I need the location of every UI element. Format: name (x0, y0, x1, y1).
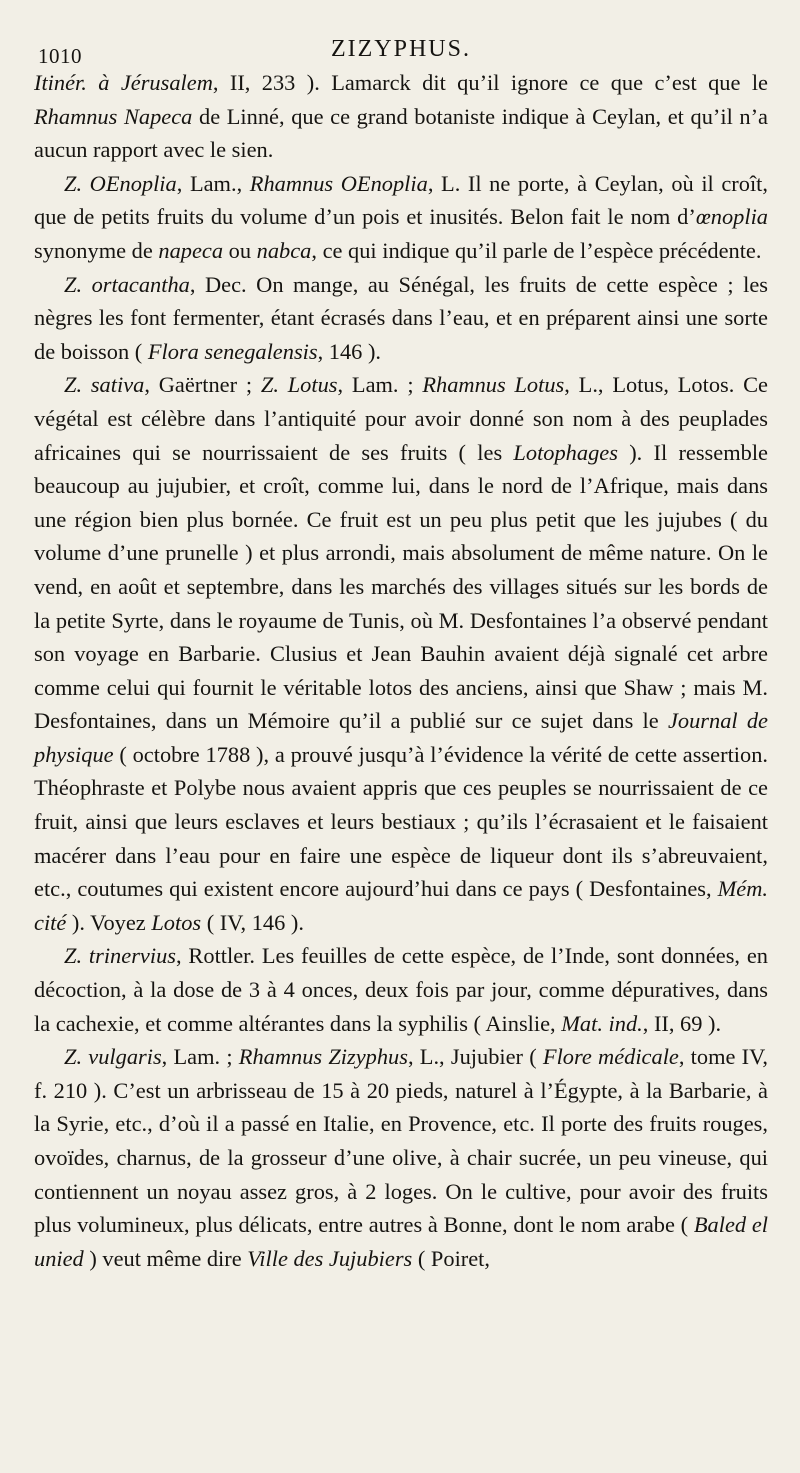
text-run: , Gaërtner ; (144, 372, 261, 398)
page-number: 1010 (38, 44, 82, 68)
text-run: , Rottler. Les feuilles de cette espèce, de l’Inde, sont données, en décoction, à la dose de 3 à 4 onces, deux fois par jour, comme dépuratives, dans la cachexie, et comme altérantes dans la syphilis ( Ainslie, (34, 943, 768, 1036)
italic-run: Z. sativa (64, 372, 145, 398)
italic-run: œnoplia (695, 204, 768, 230)
text-run: ). Voyez (66, 909, 152, 935)
text-run: , II, 233 ). Lamarck dit qu’il ignore ce que c’est que le (212, 70, 768, 95)
italic-run: Rhamnus OEnoplia (249, 170, 428, 196)
text-run: ). Il ressemble beaucoup au jujubier, et croît, comme lui, dans le nord de l’Afrique, mais dans une région bien plus bornée. Ce fruit est un peu plus petit que les jujubes ( du volume d’une prunelle ) et plus arrondi, mais absolument de même nature. On le vend, en août et septembre, dans les marchés des villages situés sur les bords de la petite Syrte, dans le royaume de Tunis, où M. Desfontaines l’a observé pendant son voyage en Barbarie. Clusius et Jean Bauhin avaient déjà signalé cet arbre comme celui qui fournit le véritable lotos des anciens, ainsi que Shaw ; mais M. Desfontaines, dans un Mémoire qu’il a publié sur ce sujet dans le (34, 439, 768, 734)
italic-run: Z. ortacantha (64, 271, 190, 297)
text-run: ( octobre 1788 ), a prouvé jusqu’à l’évidence la vérité de cette assertion. Théophraste et Polybe nous avaient appris que ces peuples se nourrissaient de ce fruit, ainsi que leurs esclaves et leurs bestiaux ; qu’ils l’écrasaient et le faisaient macérer dans l’eau pour en faire une espèce de liqueur dont ils s’abreuvaient, etc., coutumes qui existent encore aujourd’hui dans ce pays ( Desfontaines, (34, 741, 768, 902)
italic-run: Z. OEnoplia (64, 170, 177, 196)
text-run: , Lam. ; (161, 1044, 239, 1070)
text-run: , II, 69 ). (642, 1010, 722, 1036)
text-run: ( Poiret, (412, 1245, 490, 1271)
paragraph (34, 167, 768, 268)
text-run: ou (223, 237, 257, 263)
text-run: de Linné, que ce grand botaniste indique à Ceylan, et qu’il n’a aucun rapport avec le sien. (34, 103, 769, 163)
text-run: , L. Il ne porte, à Ceylan, où il croît, que de petits fruits du volume d’un pois et inusités. Belon fait le nom d’ (34, 170, 768, 230)
italic-run: Lotos (151, 909, 202, 935)
page-header (34, 34, 768, 68)
paragraph (34, 66, 768, 167)
italic-run: Flore médicale (542, 1044, 679, 1070)
text-run: , tome IV, f. 210 ). C’est un arbrisseau de 15 à 20 pieds, naturel à l’Égypte, à la Barbarie, à la Syrie, etc., d’où il a passé en Italie, en Provence, etc. Il porte des fruits rouges, ovoïdes, charnus, de la grosseur d’une olive, à chair sucrée, un peu vineuse, qui contiennent un noyau assez gros, à 2 loges. On le cultive, pour avoir des fruits plus volumineux, plus délicats, entre autres à Bonne, dont le nom arabe ( (34, 1044, 768, 1238)
body-text (34, 66, 768, 1275)
italic-run: napeca (158, 237, 224, 263)
italic-run: Z. vulgaris (64, 1044, 162, 1070)
text-run: , L., Lotus, Lotos. Ce végétal est célèbre dans l’antiquité pour avoir donné son nom à des peuplades africaines qui se nourrissaient de ses fruits ( les (34, 372, 768, 465)
text-run: , 146 ). (317, 338, 382, 364)
italic-run: Baled el unied (34, 1212, 768, 1271)
italic-run: Rhamnus Zizyphus (238, 1044, 408, 1070)
italic-run: Mat. ind. (561, 1010, 643, 1036)
running-head: ZIZYPHUS. (330, 36, 471, 62)
italic-run: Flora senegalensis (147, 338, 318, 364)
italic-run: Rhamnus Lotus (422, 372, 565, 398)
italic-run: Z. Lotus (260, 372, 338, 398)
italic-run: Rhamnus Napeca (34, 103, 193, 129)
italic-run: Ville des Jujubiers (247, 1245, 413, 1271)
paragraph (34, 1040, 768, 1275)
text-run: synonyme de (34, 237, 159, 263)
italic-run: Lotophages (513, 439, 618, 465)
text-run: , ce qui indique qu’il parle de l’espèce précédente. (311, 237, 762, 263)
text-run: , Dec. On mange, au Sénégal, les fruits de cette espèce ; les nègres les font fermenter, étant écrasés dans l’eau, et en préparent ainsi une sorte de boisson ( (34, 271, 768, 364)
italic-run: nabca (256, 237, 312, 263)
paragraph (34, 268, 768, 369)
paragraph (34, 368, 768, 939)
italic-run: Mém. cité (34, 876, 768, 935)
text-run: ( IV, 146 ). (201, 909, 304, 935)
text-run: , Lam. ; (337, 372, 423, 398)
italic-run: Itinér. à Jérusalem (34, 70, 213, 95)
text-run: , L., Jujubier ( (407, 1044, 543, 1070)
text-run: ) veut même dire (83, 1245, 248, 1271)
text-run: , Lam., (176, 170, 250, 196)
paragraph (34, 939, 768, 1040)
italic-run: Journal de physique (34, 708, 768, 767)
italic-run: Z. trinervius (64, 943, 176, 969)
